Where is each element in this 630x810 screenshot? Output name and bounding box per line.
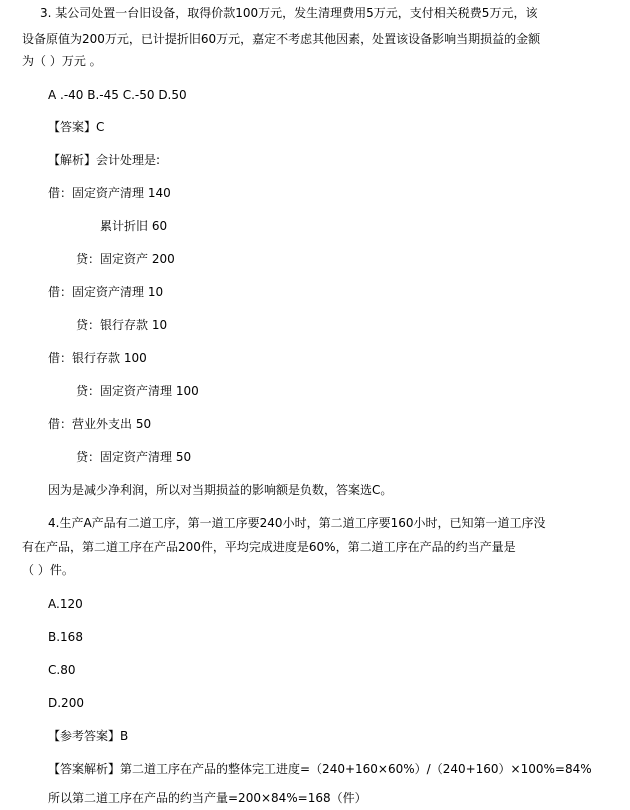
journal-entry: 累计折旧 60 bbox=[100, 219, 168, 233]
q4-option-c: C.80 bbox=[48, 663, 76, 677]
q4-option-b: B.168 bbox=[48, 630, 83, 644]
q4-answer: 【参考答案】B bbox=[48, 729, 129, 743]
q3-analysis-heading: 【解析】会计处理是: bbox=[48, 153, 161, 167]
q3-stem-line-2: 设备原值为200万元，已计提折旧60万元，嘉定不考虑其他因素，处置该设备影响当期损益的金额 bbox=[22, 32, 541, 46]
q4-stem-line-2: 有在产品，第二道工序在产品200件，平均完成进度是60%，第二道工序在产品的约当产量是 bbox=[22, 540, 516, 554]
q4-conclusion: 所以第二道工序在产品的约当产量=200×84%=168（件） bbox=[48, 791, 367, 805]
q4-explanation: 【答案解析】第二道工序在产品的整体完工进度=（240+160×60%）/（240+160）×100%=84% bbox=[48, 762, 592, 776]
journal-entry: 借：营业外支出 50 bbox=[48, 417, 152, 431]
journal-entry: 借：银行存款 100 bbox=[48, 351, 147, 365]
q3-options: A .-40 B.-45 C.-50 D.50 bbox=[48, 88, 187, 102]
q3-conclusion: 因为是减少净利润，所以对当期损益的影响额是负数，答案选C。 bbox=[48, 483, 393, 497]
journal-entry: 贷：固定资产清理 100 bbox=[76, 384, 199, 398]
q3-stem-line-3: 为（ ）万元 。 bbox=[22, 54, 102, 68]
q3-stem-line-1: 3. 某公司处置一台旧设备，取得价款100万元，发生清理费用5万元，支付相关税费5万元，该 bbox=[40, 6, 538, 20]
q4-stem-line-3: （ ）件。 bbox=[22, 563, 74, 577]
q4-option-d: D.200 bbox=[48, 696, 84, 710]
q4-stem-line-1: 4.生产A产品有二道工序，第一道工序要240小时，第二道工序要160小时，已知第一道工序没 bbox=[48, 516, 546, 530]
q3-answer: 【答案】C bbox=[48, 120, 105, 134]
q4-option-a: A.120 bbox=[48, 597, 83, 611]
journal-entry: 贷：固定资产清理 50 bbox=[76, 450, 192, 464]
journal-entry: 借：固定资产清理 140 bbox=[48, 186, 171, 200]
journal-entry: 贷：银行存款 10 bbox=[76, 318, 168, 332]
journal-entry: 借：固定资产清理 10 bbox=[48, 285, 164, 299]
journal-entry: 贷：固定资产 200 bbox=[76, 252, 175, 266]
